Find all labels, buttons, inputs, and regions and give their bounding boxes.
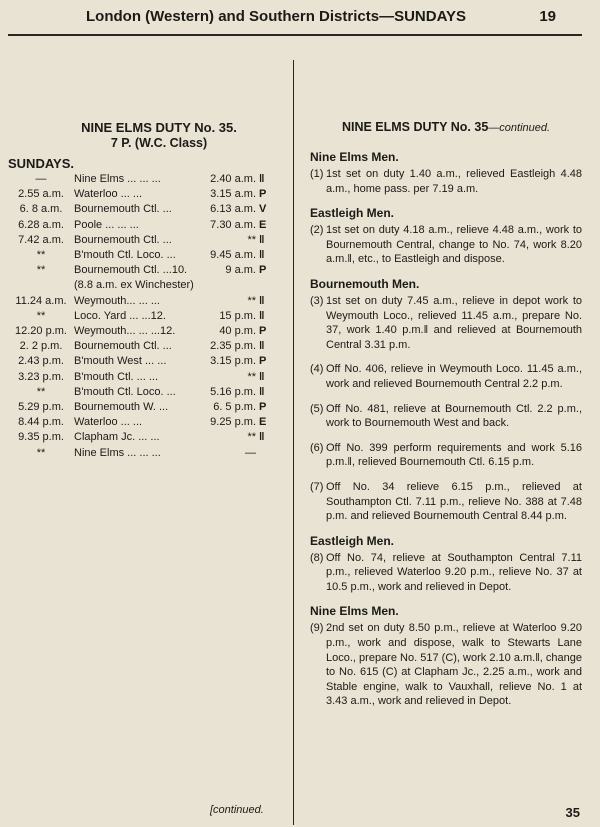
station-name: Bournemouth Ctl. ... bbox=[74, 340, 172, 353]
arrival-time: 8.44 p.m. bbox=[18, 416, 64, 429]
departure-time: 6.13 a.m. bbox=[210, 203, 256, 216]
duty-row bbox=[8, 354, 273, 369]
duty-instruction bbox=[310, 294, 582, 352]
station-name: Nine Elms ... ... ... bbox=[74, 446, 161, 459]
station-name: Bournemouth Ctl. ... bbox=[74, 233, 172, 246]
duty-instruction bbox=[310, 551, 582, 595]
duty-row bbox=[8, 278, 273, 293]
duty-row bbox=[8, 202, 273, 217]
duty-instruction bbox=[310, 621, 582, 709]
continued-title-suffix: —continued. bbox=[488, 122, 551, 134]
train-flag: E bbox=[259, 218, 267, 231]
arrival-time: 2.43 p.m. bbox=[18, 355, 64, 368]
station-name: Bournemouth W. ... bbox=[74, 401, 169, 414]
instruction-number: (8) bbox=[310, 551, 324, 564]
train-flag: ‖ bbox=[259, 385, 265, 398]
arrival-time: ** bbox=[36, 385, 46, 398]
section-heading: SUNDAYS. bbox=[8, 156, 74, 171]
duty-row bbox=[8, 187, 273, 202]
arrival-time: ** bbox=[36, 249, 46, 262]
continued-title-main: NINE ELMS DUTY No. 35 bbox=[341, 120, 489, 134]
train-flag: P bbox=[259, 325, 267, 338]
instruction-text: Off No. 399 perform requirements and work 5.16 p.m.‖, relieved Bournemouth Ctl. 6.15 p.m. bbox=[326, 441, 582, 469]
footer-page-number: 35 bbox=[565, 805, 580, 820]
arrival-time: — bbox=[35, 173, 47, 185]
departure-time: ** bbox=[247, 431, 256, 444]
right-column bbox=[310, 120, 582, 709]
duty-row bbox=[8, 248, 273, 263]
station-name: B'mouth Ctl. Loco. ... bbox=[74, 249, 176, 262]
arrival-time: 3.23 p.m. bbox=[18, 370, 64, 383]
duty-instruction bbox=[310, 402, 582, 431]
duty-title: NINE ELMS DUTY No. 35. bbox=[81, 120, 237, 135]
train-flag: ‖ bbox=[259, 294, 265, 307]
arrival-time: 9.35 p.m. bbox=[18, 431, 64, 444]
header-title: London (Western) and Southern Districts—SUNDAYS bbox=[86, 8, 467, 25]
arrival-time: 12.20 p.m. bbox=[15, 325, 67, 338]
arrival-time: 6. 8 a.m. bbox=[19, 203, 63, 216]
column-divider bbox=[293, 60, 294, 825]
instruction-text: Off No. 34 relieve 6.15 p.m., relieved at Southampton Ctl. 7.11 p.m., relieve No. 388 at 7.48 p.m. and relieved Bournemouth Central 8.44 p.m. bbox=[326, 480, 582, 523]
departure-time: 3.15 p.m. bbox=[210, 355, 256, 368]
duty-row bbox=[8, 324, 273, 339]
duty-row bbox=[8, 339, 273, 354]
crew-group-heading: Nine Elms Men. bbox=[310, 604, 399, 619]
station-name: Weymouth... ... ... bbox=[74, 294, 160, 307]
train-flag: P bbox=[259, 401, 267, 414]
train-flag bbox=[256, 446, 273, 461]
crew-group-heading: Nine Elms Men. bbox=[310, 150, 399, 164]
train-flag: ‖ bbox=[259, 340, 265, 353]
duty-instruction bbox=[310, 223, 582, 267]
crew-groups bbox=[310, 150, 582, 709]
instruction-number: (9) bbox=[310, 622, 324, 635]
departure-time: 15 p.m. bbox=[219, 309, 256, 322]
departure-time: 2.35 p.m. bbox=[210, 340, 256, 353]
station-name: B'mouth Ctl. ... ... bbox=[74, 370, 159, 383]
station-name: Weymouth... ... ...12. bbox=[74, 325, 176, 338]
station-name: Loco. Yard ... ...12. bbox=[74, 309, 166, 322]
crew-group-heading: Bournemouth Men. bbox=[310, 276, 420, 291]
train-flag: ‖ bbox=[259, 431, 265, 444]
left-column bbox=[8, 120, 288, 461]
train-flag: V bbox=[259, 203, 267, 216]
duty-row bbox=[8, 415, 273, 430]
instruction-number: (3) bbox=[310, 294, 324, 307]
arrival-time: 6.28 a.m. bbox=[18, 218, 64, 231]
train-flag: E bbox=[259, 416, 267, 429]
train-flag: ‖ bbox=[259, 173, 265, 185]
station-name: Clapham Jc. ... ... bbox=[74, 431, 160, 444]
continued-title bbox=[310, 120, 582, 134]
instruction-number: (6) bbox=[310, 441, 324, 454]
train-flag: P bbox=[259, 355, 267, 368]
crew-group bbox=[310, 277, 582, 524]
station-name: Nine Elms ... ... ... bbox=[74, 173, 161, 185]
duty-subtitle: 7 P. (W.C. Class) bbox=[110, 136, 208, 150]
arrival-time: 7.42 a.m. bbox=[18, 233, 64, 246]
duty-instruction bbox=[310, 167, 582, 196]
station-name: Poole ... ... ... bbox=[74, 218, 139, 231]
departure-time: 9.25 p.m. bbox=[210, 416, 256, 429]
duty-row bbox=[8, 370, 273, 385]
instruction-number: (7) bbox=[310, 480, 324, 493]
crew-group bbox=[310, 604, 582, 709]
duty-row bbox=[8, 385, 273, 400]
arrival-time: ** bbox=[36, 309, 46, 322]
train-flag: ‖ bbox=[259, 249, 265, 262]
station-name: B'mouth Ctl. Loco. ... bbox=[74, 385, 176, 398]
departure-time: ** bbox=[247, 294, 256, 307]
train-flag: ‖ bbox=[259, 309, 265, 322]
continued-note: [continued. bbox=[210, 804, 264, 816]
instruction-text: Off No. 74, relieve at Southampton Central 7.11 p.m., relieved Waterloo 9.20 p.m., relieve No. 37 at 10.5 p.m., work and relieved in Depot. bbox=[326, 551, 582, 593]
instruction-text: 2nd set on duty 8.50 p.m., relieve at Waterloo 9.20 p.m., work and dispose, walk to Stewarts Lane Loco., prepare No. 517 (C), work 2.10 a.m.‖, change to No. 615 (C) at Clapham Jc., 2.25 a.m., work and Stable engine, walk to Vauxhall, relieve No. 1 at 3.43 a.m., work and relieved in Depot. bbox=[326, 622, 582, 708]
duty-row bbox=[8, 430, 273, 445]
departure-time: 7.30 a.m. bbox=[210, 218, 256, 231]
duty-row-note: (8.8 a.m. ex Winchester) bbox=[74, 279, 194, 292]
arrival-time: 5.29 p.m. bbox=[18, 401, 64, 414]
departure-time: 3.15 a.m. bbox=[210, 188, 256, 201]
duty-row bbox=[8, 400, 273, 415]
crew-group-heading: Eastleigh Men. bbox=[310, 206, 395, 221]
instruction-text: Off No. 481, relieve at Bournemouth Ctl. 2.2 p.m., work to Bournemouth West and back. bbox=[326, 402, 582, 430]
duty-row bbox=[8, 263, 273, 278]
departure-time: 9 a.m. bbox=[225, 264, 256, 277]
duty-row bbox=[8, 294, 273, 309]
instruction-number: (2) bbox=[310, 224, 324, 237]
departure-time: 2.40 a.m. bbox=[210, 173, 256, 185]
departure-time: — bbox=[245, 446, 256, 459]
station-name: Waterloo ... ... bbox=[74, 416, 143, 429]
header-rule bbox=[8, 34, 582, 36]
train-flag: ‖ bbox=[259, 233, 265, 246]
crew-group-heading: Eastleigh Men. bbox=[310, 533, 395, 548]
duty-row bbox=[8, 172, 273, 187]
instruction-text: Off No. 406, relieve in Weymouth Loco. 11.45 a.m., work and relieved Bournemouth Central 2.2 p.m. bbox=[326, 363, 582, 390]
duty-table bbox=[8, 172, 273, 461]
instruction-number: (5) bbox=[310, 402, 324, 415]
arrival-time: 2. 2 p.m. bbox=[19, 340, 63, 353]
departure-time: 5.16 p.m. bbox=[210, 385, 256, 398]
page-header bbox=[0, 8, 600, 30]
station-name: Bournemouth Ctl. ... bbox=[74, 203, 172, 216]
duty-instruction bbox=[310, 362, 582, 391]
instruction-text: 1st set on duty 4.18 a.m., relieve 4.48 a.m., work to Bournemouth Central, change to No. 74, work 8.20 a.m.‖, etc., to Eastleigh and dispose. bbox=[326, 224, 582, 266]
arrival-time: 2.55 a.m. bbox=[18, 188, 64, 201]
duty-instruction bbox=[310, 480, 582, 524]
instruction-text: 1st set on duty 1.40 a.m., relieved Eastleigh 4.48 a.m., home pass. per 7.19 a.m. bbox=[326, 168, 582, 195]
duty-row bbox=[8, 446, 273, 461]
instruction-text: 1st set on duty 7.45 a.m., relieve in depot work to Weymouth Loco., relieved 11.45 a.m., prepare No. 37, work 1.40 p.m.‖ and relieved at Bournemouth Central 3.31 p.m. bbox=[326, 294, 582, 351]
station-name: B'mouth West ... ... bbox=[74, 355, 167, 368]
station-name: Bournemouth Ctl. ...10. bbox=[74, 264, 188, 277]
train-flag: P bbox=[259, 188, 267, 201]
crew-group bbox=[310, 534, 582, 595]
departure-time: ** bbox=[247, 233, 256, 246]
crew-group bbox=[310, 206, 582, 267]
departure-time: 40 p.m. bbox=[219, 325, 256, 338]
station-name: Waterloo ... ... bbox=[74, 188, 143, 201]
arrival-time: ** bbox=[36, 264, 46, 277]
departure-time: 9.45 a.m. bbox=[210, 249, 256, 262]
duty-row bbox=[8, 309, 273, 324]
crew-group bbox=[310, 150, 582, 196]
instruction-number: (1) bbox=[310, 168, 324, 180]
train-flag: ‖ bbox=[259, 370, 265, 383]
duty-row bbox=[8, 218, 273, 233]
arrival-time: ** bbox=[36, 446, 46, 459]
departure-time: 6. 5 p.m. bbox=[213, 401, 256, 414]
duty-row bbox=[8, 233, 273, 248]
departure-time: ** bbox=[247, 370, 256, 383]
header-page-number: 19 bbox=[539, 8, 556, 25]
instruction-number: (4) bbox=[310, 363, 324, 376]
arrival-time: 11.24 a.m. bbox=[15, 294, 67, 307]
duty-instruction bbox=[310, 441, 582, 470]
train-flag: P bbox=[259, 264, 267, 277]
